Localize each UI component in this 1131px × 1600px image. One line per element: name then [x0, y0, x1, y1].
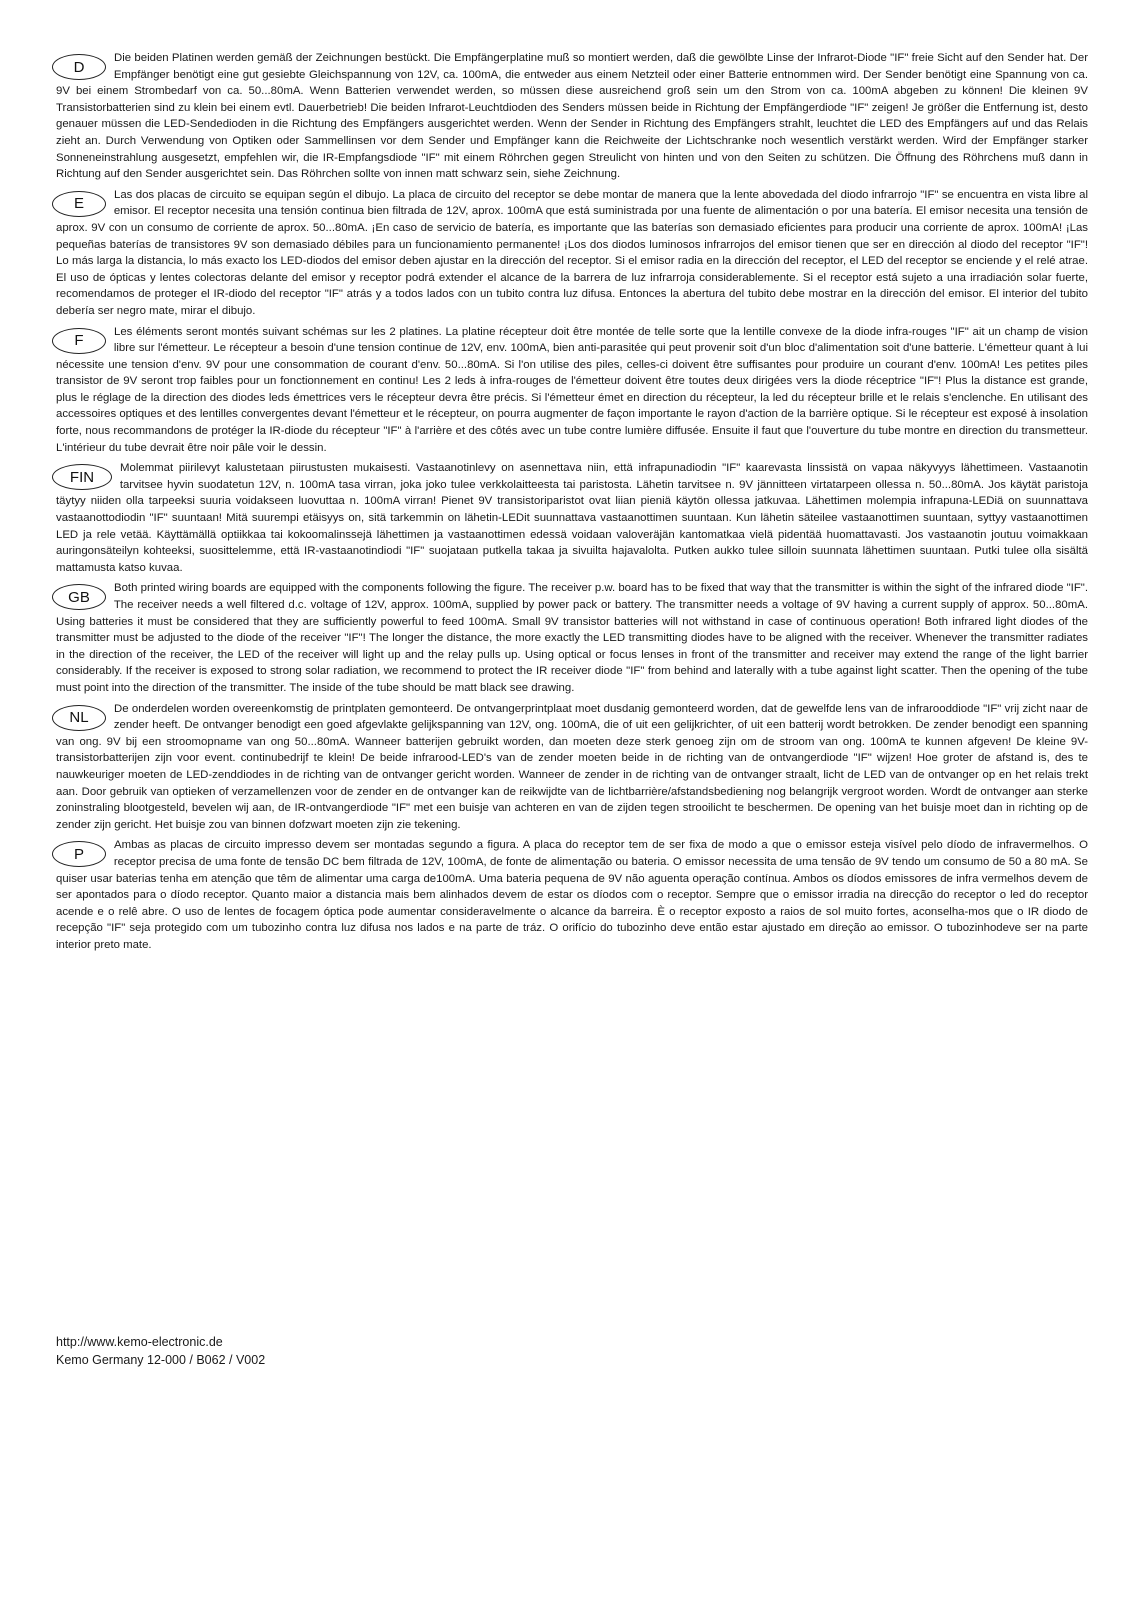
section-de — [56, 50, 1088, 183]
footer — [56, 1333, 265, 1369]
section-gb — [56, 580, 1088, 696]
section-text-es: Las dos placas de circuito se equipan según el dibujo. La placa de circuito del receptor se debe montar de manera que la lente abovedada del diodo infrarrojo "IF" se encuentra en vista libre al emisor. El receptor necesita una tensión continua bien filtrada de 12V, aprox. 100mA que está suministrada por una fuente de alimentación o por una batería. El emisor necesita una tensión de aprox. 9V con un consumo de corriente de aprox. 50...80mA. ¡En caso de servicio de batería, es importante que las baterías son demasiado eficientes para producir una corriente de aprox. 100mA! ¡Las pequeñas baterías de transistores 9V son demasiado débiles para un funcionamiento permanente! ¡Los dos diodos luminosos infrarrojos del emisor tienen que ser en dirección al diodo del receptor "IF"! Lo más larga la distancia, lo más exacto los LED-diodos del emisor deben ajustar en la dirección del receptor. Si el emisor radia en la dirección del receptor, el LED del receptor se enciende y el relé atrae. El uso de ópticas y lentes colectoras delante del emisor y receptor podrá extender el alcance de la barrera de luz infrarroja considerablemente. Si el receptor está sujeto a una irradiación solar fuerte, recomendamos de proteger el IR-diodo del receptor "IF" atrás y a todos lados con un tubito contra luz difusa. Entonces la abertura del tubito debe mostrar en la dirección del emisor. El interior del tubito debería ser negro mate, mirar el dibujo. — [56, 188, 1088, 317]
section-text-nl: De onderdelen worden overeenkomstig de printplaten gemonteerd. De ontvangerprintplaat moet dusdanig gemonteerd worden, dat de gewelfde lens van de infrarooddiode "IF" vrij zicht naar de zender heeft. De ontvanger benodigt een goed afgevlakte gelijkspanning van 12V, ong. 100mA, die of uit een gelijkrichter, of uit een batterij wordt betrokken. De zender benodigt een spanning van ong. 9V bij een stroomopname van ong 50...80mA. Wanneer batterijen gebruikt worden, dan moeten deze sterk genoeg zijn om de stroom van ong. 100mA te kunnen afgeven! De kleine 9V-transistorbatterijen zijn voor event. continubedrijf te klein! De beide infrarood-LED's van de zender moeten beide in de richting van de ontvangerdiode "IF" wijzen! Hoe groter de afstand is, des te nauwkeuriger moeten de LED-zenddiodes in de richting van de ontvanger gericht worden. Wanneer de zender in de richting van de ontvanger straalt, licht de LED van de ontvanger op en het relais trekt aan. Door gebruik van optieken of verzamellenzen voor de zender en de ontvanger kan de reikwijdte van de lichtbarrière/afstandsbediening nog belangrijk vergroot worden. Wordt de ontvanger aan sterke zoninstraling blootgesteld, bevelen wij aan, de IR-ontvangerdiode "IF" met een buisje van achteren en van de zijden tegen strooilicht te beschermen. De opening van het buisje moet dan in richting op de zender zijn gericht. Het buisje zou van binnen dofzwart moeten zijn zie tekening. — [56, 702, 1088, 831]
section-fi — [56, 460, 1088, 576]
section-text-de: Die beiden Platinen werden gemäß der Zeichnungen bestückt. Die Empfängerplatine muß so montiert werden, daß die gewölbte Linse der Infrarot-Diode "IF" freie Sicht auf den Sender hat. Der Empfänger benötigt eine gut gesiebte Gleichspannung von 12V, ca. 100mA, die entweder aus einem Netzteil oder einer Batterie entnommen wird. Der Sender benötigt eine Spannung von ca. 9V bei einem Strombedarf von ca. 50...80mA. Wenn Batterien verwendet werden, so müssen diese ausreichend groß sein um den Strom von ca. 100mA abgeben zu können! Die kleinen 9V Transistorbatterien sind zu klein bei einem evtl. Dauerbetrieb! Die beiden Infrarot-Leuchtdioden des Senders müssen beide in Richtung der Empfängerdiode "IF" zeigen! Je größer die Entfernung ist, desto genauer müssen die LED-Sendedioden in die Richtung des Empfängers ausgerichtet werden. Wenn der Sender in Richtung des Empfängers strahlt, leuchtet die LED des Empfängers auf und das Relais zieht an. Durch Verwendung von Optiken oder Sammellinsen vor dem Sender und Empfänger kann die Reichweite der Lichtschranke noch wesentlich verstärkt werden. Wird der Empfänger starker Sonneneinstrahlung ausgesetzt, empfehlen wir, die IR-Empfangsdiode "IF" mit einem Röhrchen gegen Streulicht von hinten und von den Seiten zu schützen. Die Öffnung des Röhrchens muß dann in Richtung auf den Sender ausgerichtet sein. Das Röhrchen sollte von innen matt schwarz sein, siehe Zeichnung. — [56, 52, 1088, 181]
language-badge-es: E — [52, 191, 106, 217]
language-badge-de: D — [52, 54, 106, 80]
section-pt — [56, 837, 1088, 953]
website-link[interactable]: http://www.kemo-electronic.de — [56, 1335, 223, 1349]
section-text-fr: Les éléments seront montés suivant schémas sur les 2 platines. La platine récepteur doit être montée de telle sorte que la lentille convexe de la diode infra-rouges "IF" ait un champ de vision libre sur l'émetteur. Le récepteur a besoin d'une tension continue de 12V, env. 100mA, bien anti-parasitée qui peut provenir soit d'un bloc d'alimentation soit d'une batterie. L'émetteur quant à lui nécessite une tension d'env. 9V pour une consommation de courant d'env. 50...80mA. Si l'on utilise des piles, celles-ci doivent être suffisantes pour produire un courant d'env. 100mA! Les petites piles transistor de 9V seront trop faibles pour un fonctionnement en continu! Les 2 leds à infra-rouges de l'émetteur doivent être toutes deux dirigées vers la diode réceptrice "IF"! Plus la distance est grande, plus le réglage de la direction des diodes leds émettrices vers le récepteur devra être précis. Si l'émetteur émet en direction du récepteur, la led du récepteur brille et le relais s'enclenche. En utilisant des accessoires optiques et des lentilles convergentes devant l'émetteur et le récepteur, on pourra augmenter de façon importante le rayon d'action de la barrière optique. Si le récepteur est exposé à insolation forte, nous recommandons de protéger la IR-diode du récepteur "IF" à l'arrière et des côtés avec un tube contre lumière diffusée. Ensuite il faut que l'ouverture du tube montre en direction du transmetteur. L'intérieur du tube devrait être noir pâle voir le dessin. — [56, 325, 1088, 454]
section-nl — [56, 701, 1088, 834]
language-badge-gb: GB — [52, 584, 106, 610]
section-text-gb: Both printed wiring boards are equipped with the components following the figure. The receiver p.w. board has to be fixed that way that the transmitter is within the sight of the infrared diode "IF". The receiver needs a well filtered d.c. voltage of 12V, approx. 100mA, supplied by power pack or battery. The transmitter needs a voltage of 9V having a current supply of approx. 50...80mA. Using batteries it must be considered that they are sufficiently powerful to feed 100mA. Small 9V transistor batteries will not withstand in case of continuous operation! Both infrared light diodes of the transmitter must be adjusted to the diode of the receiver "IF"! The longer the distance, the more exactly the LED transmitting diodes have to be aligned with the receiver. Whenever the transmitter radiates in the direction of the receiver, the LED of the receiver will light up and the relay pulls up. Using optical or focus lenses in front of the transmitter and receiver may extend the range of the light barrier considerably. If the receiver is exposed to strong solar radiation, we recommend to protect the IR receiver diode "IF" from behind and laterally with a tube against light scatter. Then the opening of the tube must point into the direction of the transmitter. The inside of the tube should be matt black see drawing. — [56, 582, 1088, 694]
section-es — [56, 187, 1088, 320]
instruction-text — [56, 50, 1088, 957]
section-text-pt: Ambas as placas de circuito impresso devem ser montadas segundo a figura. A placa do receptor tem de ser fixa de modo a que o emissor esteja visível pelo díodo de infravermelhos. O receptor precisa de uma fonte de tensão DC bem filtrada de 12V, 100mA, de fonte de alimentação ou bateria. O emissor necessita de uma tensão de 9V tendo um consumo de 50 a 80 mA. Se quiser usar baterias tenha em atenção que têm de alimentar uma carga de100mA. Uma bateria pequena de 9V não aguenta operação contínua. Ambos os díodos emissores de infra vermelhos devem de ser apontados para o díodo receptor. Quanto maior a distancia mais bem alinhados devem de estar os díodos com o receptor. Sempre que o emissor irradia na direcção do receptor o led do receptor acende e o relê abre. O uso de lentes de focagem óptica pode aumentar consideravelmente o alcance da barreira. È o receptor exposto a raios de sol muito fortes, aconselha-mos que o IR diodo de recepção "IF" seja protegido com um tubozinho contra luz difusa nos lados e na parte de tráz. O orifício do tubozinho deve então estar ajustado em direção ao emissor. O tubozinhodeve ser na parte interior preto mate. — [56, 839, 1088, 951]
language-badge-fi: FIN — [52, 464, 112, 490]
document-code: Kemo Germany 12-000 / B062 / V002 — [56, 1353, 266, 1367]
language-badge-fr: F — [52, 328, 106, 354]
section-text-fi: Molemmat piirilevyt kalustetaan piirustusten mukaisesti. Vastaanotinlevy on asennettava niin, että infrapunadiodin "IF" kaarevasta linssistä on vapaa näkyvyys lähettimeen. Vastaanotin tarvitsee hyvin suodatetun 12V, n. 100mA tasa virran, joka joko tulee verkkolaitteesta tai paristosta. Lähetin tarvitsee n. 9V jännitteen virtatarpeen ollessa n. 50...80mA. Jos käytät paristoja täytyy niiden olla tarpeeksi suuria voidakseen luovuttaa n. 100mA virran! Pienet 9V transistoriparistot ovat liian pieniä käytön ollessa jatkuvaa. Lähettimen molempia infrapuna-LEDiä on suunnattava vastaanottodiodin "IF" suuntaan! Mitä suurempi etäisyys on, sitä tarkemmin on lähetin-LEDit suunnattava vastaanottimen suuntaan. Kun lähetin säteilee vastaanottimen suuntaan, syttyy vastaanottimen LED ja rele vetää. Käyttämällä optiikkaa tai kokoomalinssejä lähettimen ja vastaanottimen edessä voidaan valoveräjän kantomatkaa vielä pidentää huomattavasti. Jos vastaanotin joutuu voimakkaan auringonsäteilyn kohteeksi, suosittelemme, että IR-vastaanotindiodi "IF" suojataan putkella takaa ja sivuilta hajavalolta. Putken aukko tulee silloin suunnata lähettimen suuntaan. Putki tulee olla sisältä mattamusta katso kuvaa. — [56, 462, 1088, 574]
section-fr — [56, 324, 1088, 457]
language-badge-nl: NL — [52, 705, 106, 731]
language-badge-pt: P — [52, 841, 106, 867]
